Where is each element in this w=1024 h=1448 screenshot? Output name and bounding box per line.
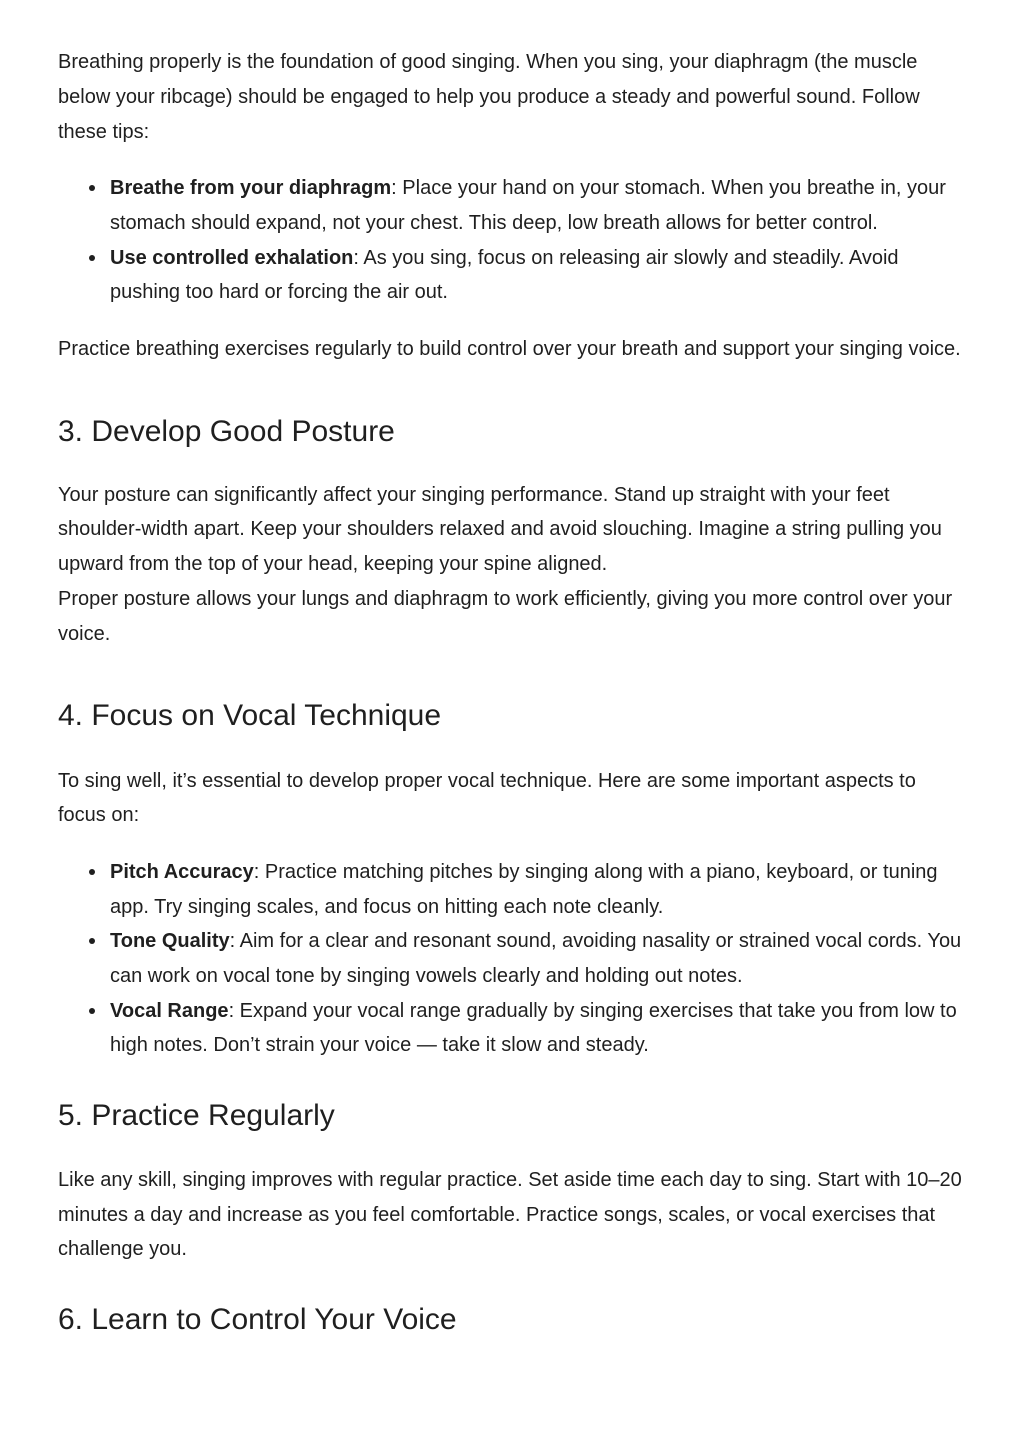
list-item	[110, 855, 968, 924]
tip-text: : As you sing, focus on releasing air slowly and steadily. Avoid pushing too hard or forcing the air out.	[110, 246, 899, 304]
tip-term: Breathe from your diaphragm	[110, 177, 392, 200]
vocal-technique-paragraph: To sing well, it’s essential to develop proper vocal technique. Here are some important aspects to focus on:	[58, 769, 916, 827]
item-text: : Practice matching pitches by singing along with a piano, keyboard, or tuning app. Try singing scales, and focus on hitting each note cleanly.	[110, 861, 938, 918]
practice-paragraph: Like any skill, singing improves with regular practice. Set aside time each day to sing. Start with 10–20 minutes a day and increase as you feel comfortable. Practice songs, scales, or vocal exercises that challenge you.	[58, 1168, 962, 1261]
section-heading-practice: 5. Practice Regularly	[58, 1098, 335, 1132]
vocal-technique-list	[58, 855, 968, 1063]
section-heading-posture: 3. Develop Good Posture	[58, 414, 395, 448]
list-item	[110, 171, 968, 240]
item-term: Tone Quality	[110, 930, 230, 953]
list-item	[110, 241, 968, 310]
tip-term: Use controlled exhalation	[110, 246, 354, 269]
item-term: Pitch Accuracy	[110, 861, 254, 884]
breathing-closing-paragraph: Practice breathing exercises regularly to build control over your breath and support your singing voice.	[58, 337, 961, 360]
list-item	[110, 994, 968, 1063]
intro-paragraph: Breathing properly is the foundation of good singing. When you sing, your diaphragm (the muscle below your ribcage) should be engaged to help you produce a steady and powerful sound. Follow these tips:	[58, 51, 920, 143]
tip-text: : Place your hand on your stomach. When you breathe in, your stomach should expand, not your chest. This deep, low breath allows for better control.	[110, 177, 946, 234]
posture-paragraph-2: Proper posture allows your lungs and diaphragm to work efficiently, giving you more control over your voice.	[58, 587, 953, 645]
item-text: : Expand your vocal range gradually by singing exercises that take you from low to high notes. Don’t strain your voice — take it slow and steady.	[110, 999, 957, 1057]
section-heading-control-voice: 6. Learn to Control Your Voice	[58, 1303, 457, 1337]
posture-paragraph: Your posture can significantly affect your singing performance. Stand up straight with your feet shoulder-width apart. Keep your shoulders relaxed and avoid slouching. Imagine a string pulling you upward from the top of your head, keeping your spine aligned.	[58, 483, 942, 576]
item-term: Vocal Range	[110, 999, 229, 1022]
section-heading-vocal-technique: 4. Focus on Vocal Technique	[58, 698, 442, 732]
breathing-tips-list	[58, 171, 968, 309]
item-text: : Aim for a clear and resonant sound, avoiding nasality or strained vocal cords. You can work on vocal tone by singing vowels clearly and holding out notes.	[110, 930, 962, 987]
list-item	[110, 924, 968, 993]
